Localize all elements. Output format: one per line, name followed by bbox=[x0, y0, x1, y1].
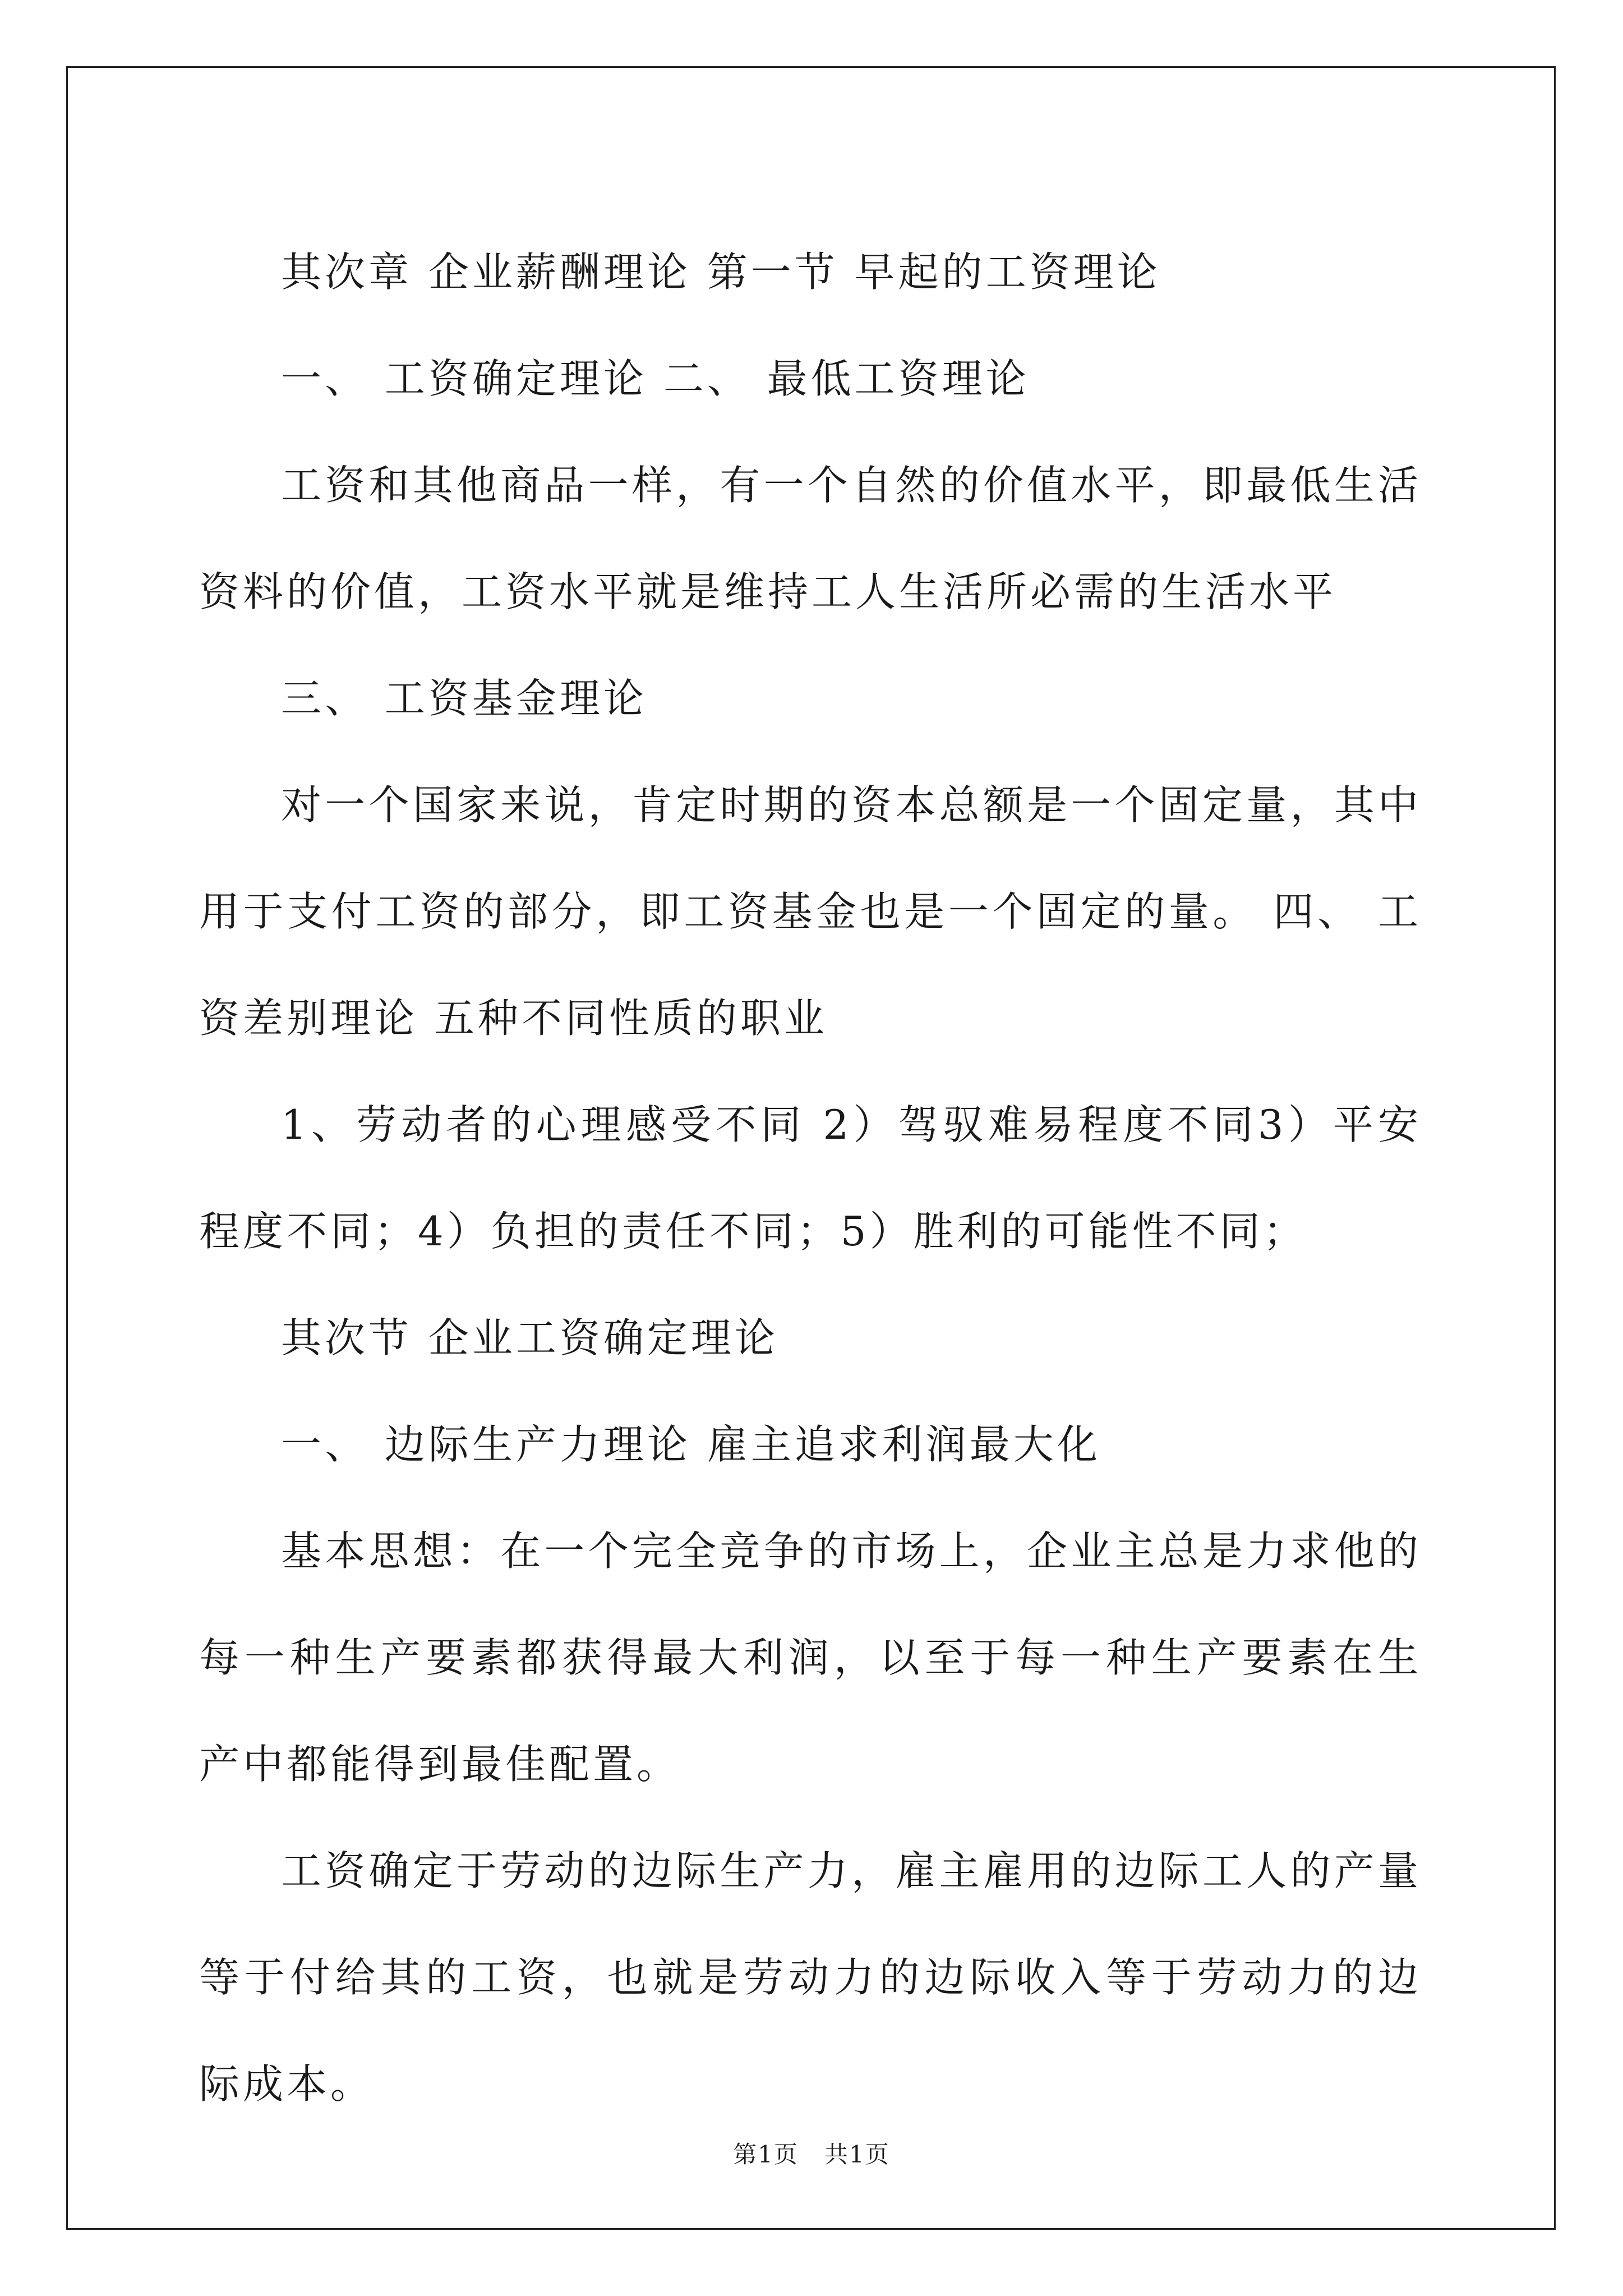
body-paragraph: 工资和其他商品一样，有一个自然的价值水平，即最低生活资料的价值，工资水平就是维持工人生活所必需的生活水平 bbox=[199, 462, 1422, 615]
section-heading: 其次节 企业工资确定理论 bbox=[281, 1314, 778, 1361]
body-paragraph: 工资确定于劳动的边际生产力，雇主雇用的边际工人的产量等于付给其的工资，也就是劳动力的边际收入等于劳动力的边际成本。 bbox=[199, 1847, 1422, 2108]
document-body bbox=[199, 219, 1422, 2137]
body-paragraph: 对一个国家来说，肯定时期的资本总额是一个固定量，其中用于支付工资的部分，即工资基金也是一个固定的量。 四、 工资差别理论 五种不同性质的职业 bbox=[199, 781, 1422, 1042]
section-heading: 一、 边际生产力理论 雇主追求利润最大化 bbox=[281, 1421, 1101, 1468]
chapter-heading: 其次章 企业薪酬理论 第一节 早起的工资理论 bbox=[281, 249, 1161, 296]
body-paragraph: 1、劳动者的心理感受不同 2）驾驭难易程度不同3）平安程度不同；4）负担的责任不同；5）胜利的可能性不同； bbox=[199, 1101, 1422, 1255]
page-number-footer: 第1页 共1页 bbox=[733, 2141, 890, 2168]
section-heading: 一、 工资确定理论 二、 最低工资理论 bbox=[281, 355, 1030, 402]
body-paragraph: 基本思想：在一个完全竞争的市场上，企业主总是力求他的每一种生产要素都获得最大利润，以至于每一种生产要素在生产中都能得到最佳配置。 bbox=[199, 1527, 1422, 1788]
section-heading: 三、 工资基金理论 bbox=[281, 675, 647, 722]
